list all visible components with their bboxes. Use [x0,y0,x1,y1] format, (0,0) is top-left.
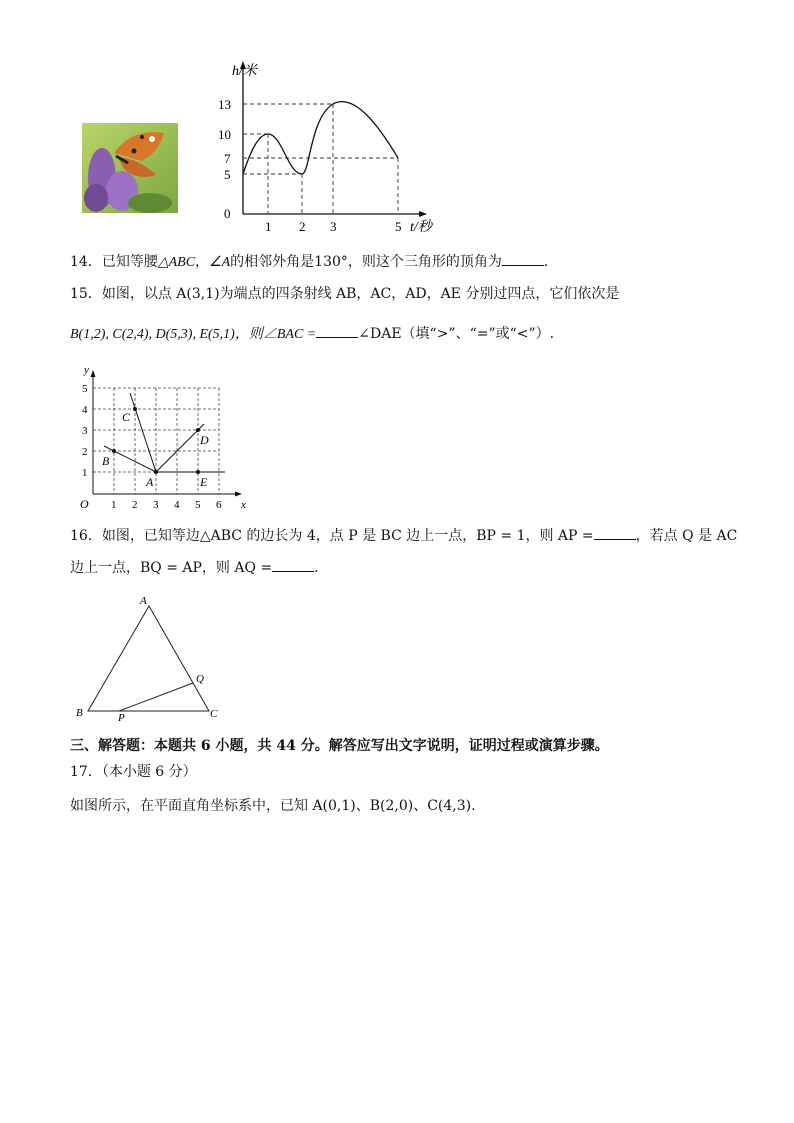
q15-line2-b: ∠DAE（填“>”、“=”或“<”）. [358,326,555,342]
question-14 [70,252,548,273]
point-q-label: Q [196,673,204,685]
point-b [112,449,116,453]
graph-y-tick: 7 [224,151,231,166]
q16-answer-blank-2[interactable] [272,571,314,572]
grid-x-tick: 1 [111,499,117,511]
triangle-diagram [72,592,232,726]
graph-x-tick: 1 [265,219,272,234]
graph-x-axis-label: t/秒 [410,220,432,235]
grid-x-tick: 5 [195,499,201,511]
graph-y-tick: 5 [224,167,231,182]
grid-y-tick: 1 [82,467,88,479]
graph-x-tick: 5 [395,219,402,234]
ray-ac [130,393,156,472]
question-17-title: 17．（本小题 6 分） [70,764,197,780]
question-16-line1 [70,526,737,546]
q14-text-a: 已知等腰 [101,254,158,270]
segment-pq [119,683,193,711]
point-b-label: B [102,454,110,468]
vertex-c-label: C [210,708,218,720]
point-c-label: C [122,410,131,424]
graph-curve [243,102,398,174]
grid-x-tick: 4 [174,499,180,511]
grid-y-tick: 2 [82,446,88,458]
point-a-label: A [146,475,154,489]
grid-y-tick: 5 [82,383,88,395]
grid-x-tick: 3 [153,499,159,511]
point-e-label: E [200,475,208,489]
butterfly-photo [82,123,178,213]
q16-line1-b: ，若点 Q 是 AC [635,528,738,544]
question-16-line2 [70,558,319,578]
point-d-label: D [200,433,209,447]
section-3-heading: 三、解答题：本题共 6 小题，共 44 分。解答应写出文字说明，证明过程或演算步骤。 [70,738,609,754]
q14-text-d: . [543,254,549,270]
question-17-body: 如图所示，在平面直角坐标系中，已知 A(0,1)、B(2,0)、C(4,3). [70,798,476,814]
grid-y-label: y [84,364,89,376]
q15-line2-a: B(1,2), C(2,4), D(5,3), E(5,1)，则∠BAC = [70,327,317,342]
point-d [196,428,200,432]
grid-y-tick: 3 [82,425,88,437]
graph-y-tick: 0 [224,206,231,221]
q14-answer-blank[interactable] [502,265,544,266]
q16-line2-a: 边上一点，BQ = AP，则 AQ = [70,560,273,576]
graph-x-arrow [419,211,427,217]
vertex-b-label: B [76,707,83,719]
grid-origin: O [80,497,89,511]
q15-answer-blank[interactable] [316,337,358,338]
q14-number: 14． [70,254,102,270]
q14-text-c: 的相邻外角是130°，则这个三角形的顶角为 [230,254,502,270]
question-15-line2 [70,324,554,345]
triangle-abc [88,606,209,711]
ray-ab [104,446,156,472]
graph-y-tick: 13 [218,97,231,112]
grid-y-tick: 4 [82,404,88,416]
q16-answer-blank-1[interactable] [594,539,636,540]
graph-x-tick: 3 [330,219,337,234]
height-time-graph [210,58,450,236]
q14-triangle: △ABC [157,255,196,270]
q16-line1-a: 16．如图，已知等边△ABC 的边长为 4，点 P 是 BC 边上一点，BP = 1，则 AP = [70,528,594,544]
point-c [133,407,137,411]
q14-text-b: ， [195,254,210,270]
q14-angle: ∠A [209,255,231,270]
point-e [196,470,200,474]
point-a [154,470,158,474]
point-p-label: P [118,712,125,724]
grid-x-tick: 2 [132,499,138,511]
vertex-a-label: A [140,595,147,607]
grid-x-label: x [241,499,246,511]
graph-y-axis-label: h/米 [232,64,257,79]
q16-line2-b: . [314,560,319,576]
grid-x-tick: 6 [216,499,222,511]
coordinate-grid-diagram [76,362,256,512]
question-15-line1: 15．如图，以点 A(3,1)为端点的四条射线 AB，AC，AD，AE 分别过四点，它们依次是 [70,286,620,302]
graph-y-tick: 10 [218,127,231,142]
graph-x-tick: 2 [299,219,306,234]
